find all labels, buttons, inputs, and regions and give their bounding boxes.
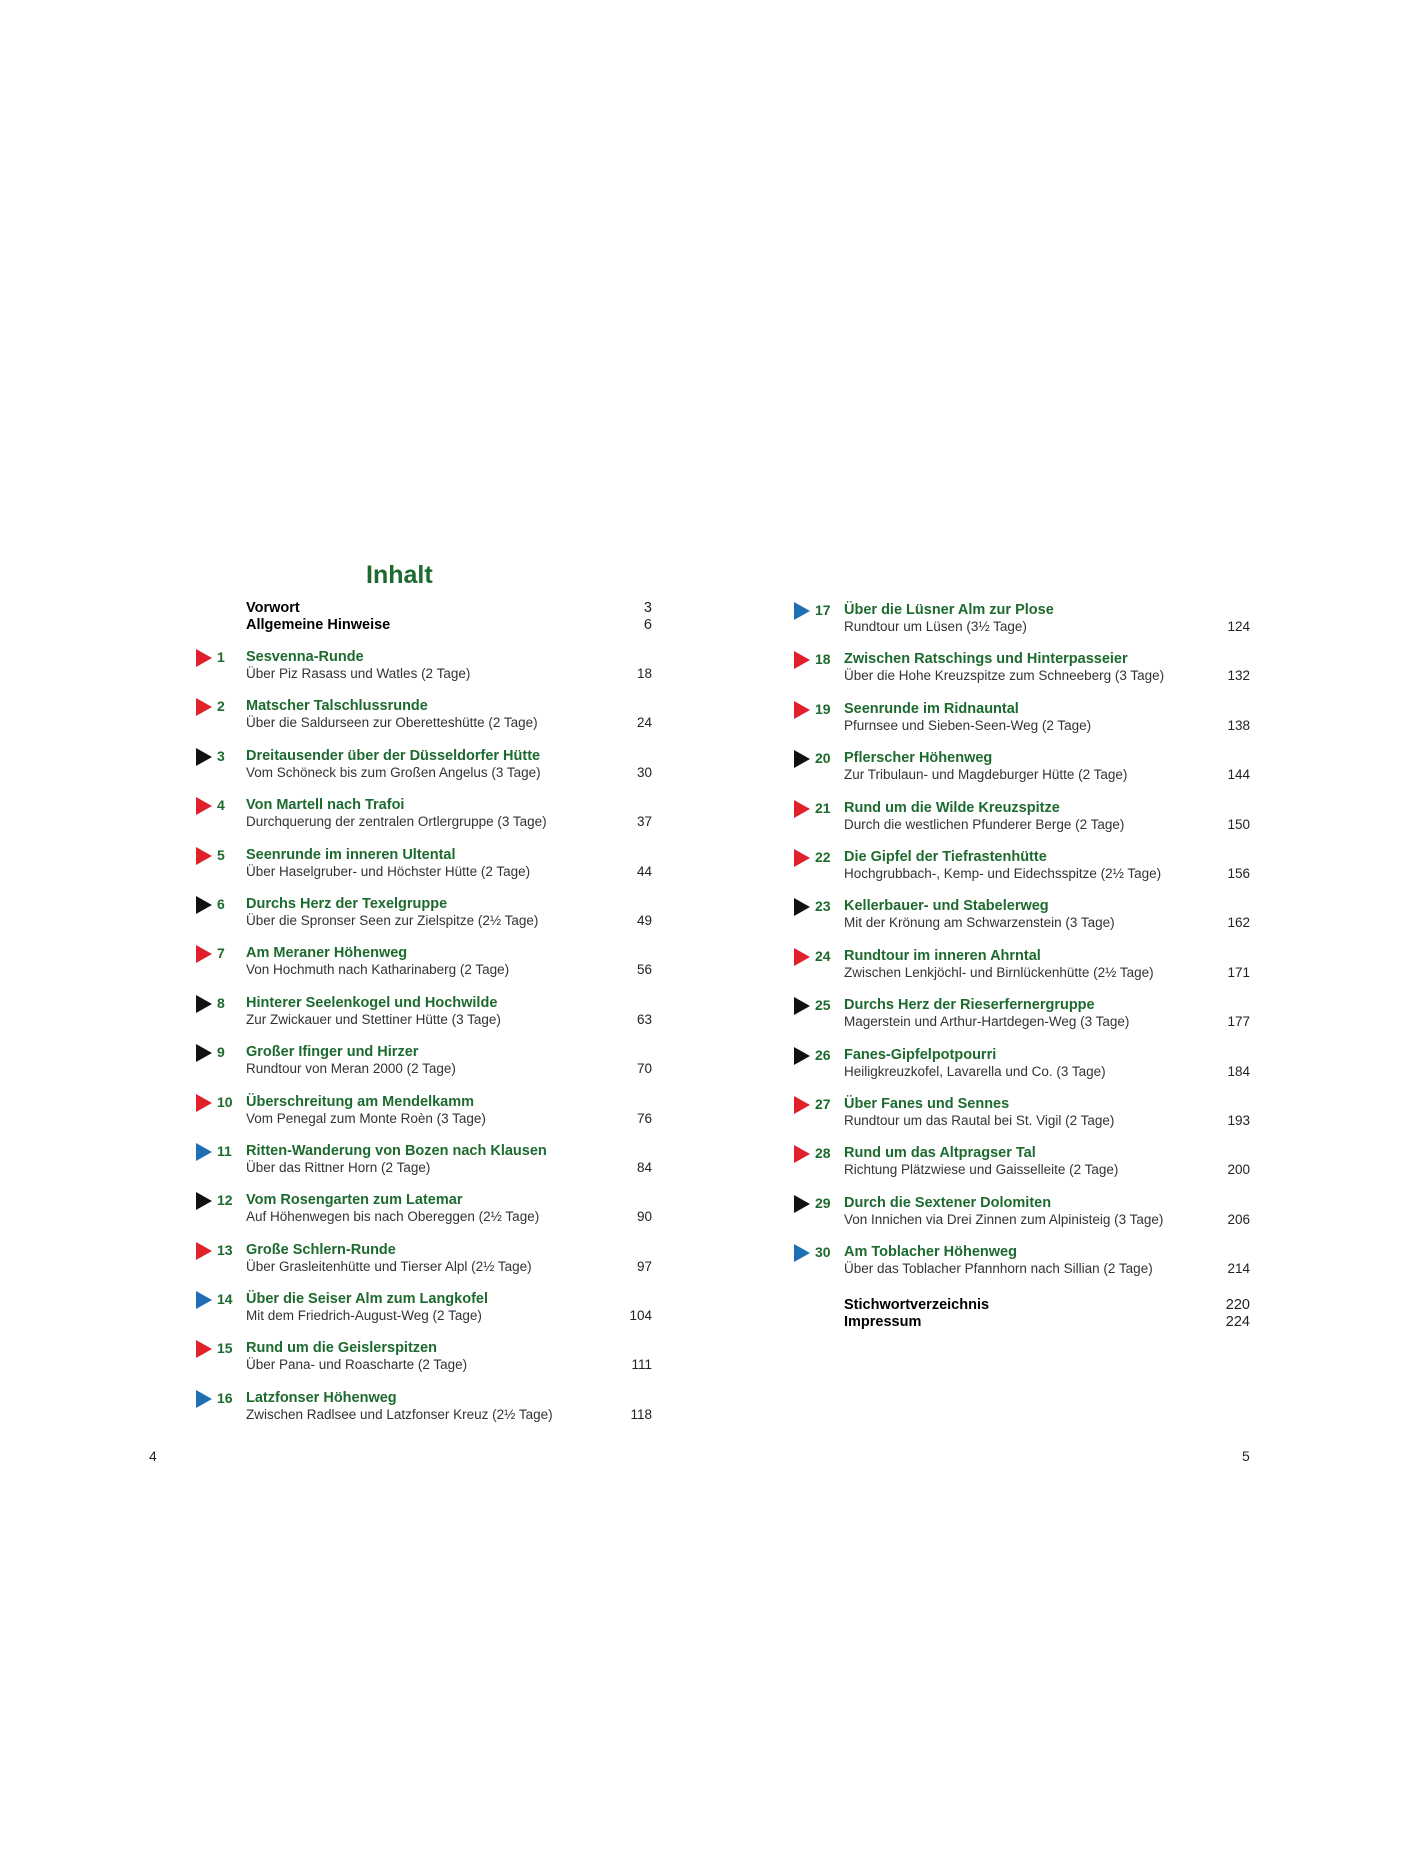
- tour-title: Vom Rosengarten zum Latemar: [246, 1192, 463, 1209]
- triangle-flag-icon: [794, 849, 810, 867]
- toc-front-page: 6: [643, 617, 652, 633]
- tour-title: Durchs Herz der Rieserfernergruppe: [844, 997, 1095, 1014]
- triangle-flag-icon: [794, 750, 810, 768]
- triangle-flag-icon: [794, 1145, 810, 1163]
- back-matter: [844, 1297, 1250, 1331]
- tour-subtitle: Über Pana- und Roascharte (2 Tage): [246, 1357, 468, 1373]
- page-number-left: 4: [149, 1448, 157, 1464]
- toc-entry[interactable]: [794, 1095, 1264, 1144]
- toc-entry[interactable]: [794, 1144, 1264, 1193]
- toc-entry[interactable]: [794, 650, 1264, 699]
- triangle-flag-icon: [794, 701, 810, 719]
- triangle-flag-icon: [794, 898, 810, 916]
- toc-entry[interactable]: [196, 1043, 666, 1092]
- tour-number: 27: [815, 1095, 831, 1112]
- tour-title: Fanes-Gipfelpotpourri: [844, 1046, 997, 1063]
- tour-subtitle: Rundtour von Meran 2000 (2 Tage): [246, 1061, 456, 1077]
- triangle-flag-icon: [196, 896, 212, 914]
- tour-title: Über die Lüsner Alm zur Plose: [844, 602, 1054, 618]
- tour-subtitle: Heiligkreuzkofel, Lavarella und Co. (3 Tage): [844, 1063, 1106, 1079]
- tour-number: 22: [815, 848, 831, 865]
- tour-number: 24: [815, 947, 831, 964]
- triangle-flag-icon: [794, 1096, 810, 1114]
- tour-subtitle: Über das Toblacher Pfannhorn nach Sillian (2 Tage): [844, 1261, 1153, 1277]
- toc-entry[interactable]: [196, 994, 666, 1043]
- tour-number: 9: [217, 1044, 225, 1061]
- tour-subtitle: Magerstein und Arthur-Hartdegen-Weg (3 Tage): [844, 1014, 1130, 1030]
- tour-title: Überschreitung am Mendelkamm: [246, 1093, 475, 1110]
- toc-entry[interactable]: [196, 895, 666, 944]
- tour-title: Am Toblacher Höhenweg: [844, 1244, 1017, 1261]
- tour-title: Rund um die Geislerspitzen: [246, 1340, 437, 1357]
- tour-subtitle: Mit der Krönung am Schwarzenstein (3 Tage): [844, 915, 1115, 931]
- tour-page: 63: [636, 1011, 652, 1027]
- tour-number: 11: [217, 1142, 232, 1159]
- tour-number: 17: [815, 602, 831, 618]
- tour-subtitle: Vom Schöneck bis zum Großen Angelus (3 Tage): [246, 764, 541, 780]
- tour-subtitle: Über die Saldurseen zur Oberetteshütte (2 Tage): [246, 715, 538, 731]
- tour-subtitle: Richtung Plätzwiese und Gaisselleite (2 Tage): [844, 1162, 1119, 1178]
- tour-subtitle: Vom Penegal zum Monte Roèn (3 Tage): [246, 1110, 486, 1126]
- toc-entry[interactable]: [794, 848, 1264, 897]
- tour-title: Von Martell nach Trafoi: [246, 797, 405, 814]
- toc-entry[interactable]: [196, 1142, 666, 1191]
- tour-number: 25: [815, 997, 831, 1014]
- triangle-flag-icon: [794, 602, 810, 620]
- tour-title: Zwischen Ratschings und Hinterpasseier: [844, 651, 1128, 668]
- tour-page: 70: [636, 1061, 652, 1077]
- triangle-flag-icon: [794, 1047, 810, 1065]
- tour-number: 13: [217, 1241, 233, 1258]
- tour-title: Hinterer Seelenkogel und Hochwilde: [246, 994, 498, 1011]
- tour-page: 162: [1227, 915, 1250, 931]
- tour-number: 29: [815, 1194, 831, 1211]
- tour-title: Am Meraner Höhenweg: [246, 945, 408, 962]
- tour-number: 16: [217, 1389, 233, 1406]
- tour-number: 19: [815, 700, 831, 717]
- toc-entry[interactable]: [196, 1290, 666, 1339]
- tour-number: 26: [815, 1046, 831, 1063]
- tour-page: 97: [636, 1258, 652, 1274]
- tour-number: 14: [217, 1291, 233, 1308]
- tour-page: 76: [636, 1110, 652, 1126]
- toc-column-right: [794, 601, 1264, 1292]
- tour-title: Durch die Sextener Dolomiten: [844, 1194, 1052, 1211]
- tour-number: 30: [815, 1244, 831, 1261]
- toc-back-row[interactable]: [844, 1314, 1250, 1331]
- tour-number: 2: [217, 698, 225, 715]
- toc-entry[interactable]: [196, 1093, 666, 1142]
- tour-title: Kellerbauer- und Stabelerweg: [844, 898, 1049, 915]
- tour-title: Großer Ifinger und Hirzer: [246, 1044, 419, 1061]
- triangle-flag-icon: [794, 651, 810, 669]
- tour-title: Seenrunde im Ridnauntal: [844, 700, 1019, 717]
- toc-entry[interactable]: [196, 796, 666, 845]
- triangle-flag-icon: [196, 797, 212, 815]
- triangle-flag-icon: [196, 1143, 212, 1161]
- tour-subtitle: Zur Zwickauer und Stettiner Hütte (3 Tage): [246, 1011, 501, 1027]
- tour-page: 24: [636, 715, 652, 731]
- tour-subtitle: Über die Hohe Kreuzspitze zum Schneeberg (3 Tage): [844, 668, 1165, 684]
- toc-entry[interactable]: [196, 1241, 666, 1290]
- tour-number: 23: [815, 898, 831, 915]
- tour-page: 18: [636, 666, 652, 681]
- tour-subtitle: Auf Höhenwegen bis nach Obereggen (2½ Tage): [246, 1209, 540, 1225]
- toc-front-row[interactable]: [246, 617, 652, 634]
- tour-page: 132: [1227, 668, 1250, 684]
- tour-page: 214: [1227, 1261, 1250, 1277]
- toc-entry[interactable]: [794, 996, 1264, 1045]
- tour-title: Pflerscher Höhenweg: [844, 750, 993, 767]
- triangle-flag-icon: [196, 1094, 212, 1112]
- toc-back-page: 224: [1225, 1313, 1250, 1330]
- tour-page: 200: [1227, 1162, 1250, 1178]
- tour-number: 5: [217, 846, 225, 863]
- triangle-flag-icon: [196, 748, 212, 766]
- tour-title: Latzfonser Höhenweg: [246, 1389, 397, 1406]
- triangle-flag-icon: [794, 1195, 810, 1213]
- tour-number: 7: [217, 945, 225, 962]
- tour-page: 156: [1227, 865, 1250, 881]
- tour-subtitle: Über Haselgruber- und Höchster Hütte (2 Tage): [246, 863, 531, 879]
- toc-entry[interactable]: [196, 747, 666, 796]
- tour-page: 44: [636, 863, 652, 879]
- toc-entry[interactable]: [794, 947, 1264, 996]
- triangle-flag-icon: [196, 1242, 212, 1260]
- tour-page: 184: [1227, 1063, 1250, 1079]
- tour-subtitle: Durchquerung der zentralen Ortlergruppe (3 Tage): [246, 814, 547, 830]
- tour-subtitle: Pfurnsee und Sieben-Seen-Weg (2 Tage): [844, 717, 1092, 733]
- toc-entry[interactable]: [794, 1243, 1264, 1292]
- tour-title: Über die Seiser Alm zum Langkofel: [246, 1291, 488, 1308]
- tour-title: Die Gipfel der Tiefrastenhütte: [844, 848, 1047, 865]
- tour-title: Dreitausender über der Düsseldorfer Hütte: [246, 747, 541, 764]
- tour-page: 84: [636, 1159, 652, 1175]
- tour-number: 15: [217, 1340, 233, 1357]
- tour-number: 3: [217, 747, 225, 764]
- tour-subtitle: Zur Tribulaun- und Magdeburger Hütte (2 Tage): [844, 767, 1128, 783]
- tour-title: Sesvenna-Runde: [246, 649, 364, 665]
- tour-number: 10: [217, 1093, 233, 1110]
- toc-column-left: [196, 648, 666, 1438]
- tour-number: 1: [217, 649, 225, 665]
- toc-entry[interactable]: [794, 601, 1264, 650]
- tour-page: 30: [636, 764, 652, 780]
- tour-title: Matscher Talschlussrunde: [246, 698, 428, 715]
- toc-entry[interactable]: [794, 1046, 1264, 1095]
- toc-entry[interactable]: [196, 697, 666, 746]
- toc-entry[interactable]: [196, 1339, 666, 1388]
- tour-page: 124: [1227, 619, 1250, 634]
- triangle-flag-icon: [196, 995, 212, 1013]
- toc-back-row[interactable]: [844, 1297, 1250, 1314]
- toc-entry[interactable]: [794, 749, 1264, 798]
- toc-entry[interactable]: [794, 1194, 1264, 1243]
- toc-entry[interactable]: [196, 846, 666, 895]
- triangle-flag-icon: [196, 945, 212, 963]
- tour-title: Rundtour im inneren Ahrntal: [844, 947, 1041, 964]
- tour-subtitle: Über Piz Rasass und Watles (2 Tage): [246, 666, 471, 681]
- tour-subtitle: Über Grasleitenhütte und Tierser Alpl (2½ Tage): [246, 1258, 532, 1274]
- tour-subtitle: Über die Spronser Seen zur Zielspitze (2½ Tage): [246, 912, 539, 928]
- tour-subtitle: Hochgrubbach-, Kemp- und Eidechsspitze (2½ Tage): [844, 865, 1162, 881]
- tour-subtitle: Über das Rittner Horn (2 Tage): [246, 1159, 431, 1175]
- page-title: Inhalt: [366, 561, 433, 589]
- tour-subtitle: Zwischen Lenkjöchl- und Birnlückenhütte (2½ Tage): [844, 964, 1154, 980]
- tour-number: 12: [217, 1192, 233, 1209]
- toc-entry[interactable]: [196, 1389, 666, 1438]
- triangle-flag-icon: [196, 1340, 212, 1358]
- tour-title: Durchs Herz der Texelgruppe: [246, 895, 448, 912]
- toc-entry[interactable]: [794, 897, 1264, 946]
- triangle-flag-icon: [196, 1390, 212, 1408]
- tour-number: 20: [815, 750, 831, 767]
- tour-subtitle: Von Innichen via Drei Zinnen zum Alpinisteig (3 Tage): [844, 1211, 1164, 1227]
- toc-front-row[interactable]: [246, 600, 652, 617]
- triangle-flag-icon: [196, 649, 212, 667]
- tour-page: 90: [636, 1209, 652, 1225]
- tour-subtitle: Durch die westlichen Pfunderer Berge (2 Tage): [844, 816, 1125, 832]
- triangle-flag-icon: [794, 1244, 810, 1262]
- tour-page: 206: [1227, 1211, 1250, 1227]
- triangle-flag-icon: [196, 847, 212, 865]
- toc-entry[interactable]: [196, 1191, 666, 1240]
- tour-number: 18: [815, 651, 831, 668]
- tour-title: Rund um das Altpragser Tal: [844, 1145, 1036, 1162]
- tour-page: 177: [1227, 1014, 1250, 1030]
- tour-page: 171: [1227, 964, 1250, 980]
- tour-page: 37: [636, 814, 652, 830]
- tour-title: Über Fanes und Sennes: [844, 1095, 1010, 1112]
- toc-back-label: Impressum: [844, 1313, 922, 1330]
- tour-page: 118: [630, 1406, 652, 1422]
- tour-number: 21: [815, 799, 831, 816]
- front-matter: [246, 600, 652, 634]
- triangle-flag-icon: [794, 800, 810, 818]
- tour-page: 150: [1227, 816, 1250, 832]
- page-number-right: 5: [1242, 1448, 1250, 1464]
- tour-subtitle: Rundtour um Lüsen (3½ Tage): [844, 619, 1027, 634]
- triangle-flag-icon: [196, 1044, 212, 1062]
- tour-title: Rund um die Wilde Kreuzspitze: [844, 799, 1060, 816]
- triangle-flag-icon: [794, 948, 810, 966]
- toc-entry[interactable]: [794, 799, 1264, 848]
- toc-front-label: Vorwort: [246, 600, 300, 616]
- toc-front-page: 3: [643, 600, 652, 616]
- tour-page: 104: [629, 1308, 652, 1324]
- triangle-flag-icon: [196, 698, 212, 716]
- toc-back-page: 220: [1225, 1296, 1250, 1313]
- triangle-flag-icon: [794, 997, 810, 1015]
- toc-entry[interactable]: [794, 700, 1264, 749]
- tour-number: 28: [815, 1145, 831, 1162]
- triangle-flag-icon: [196, 1192, 212, 1210]
- tour-title: Seenrunde im inneren Ultental: [246, 846, 456, 863]
- tour-page: 56: [636, 962, 652, 978]
- tour-page: 193: [1227, 1112, 1250, 1128]
- toc-front-label: Allgemeine Hinweise: [246, 617, 391, 633]
- tour-page: 138: [1227, 717, 1250, 733]
- tour-number: 8: [217, 994, 225, 1011]
- tour-page: 49: [636, 912, 652, 928]
- tour-number: 4: [217, 797, 225, 814]
- toc-entry[interactable]: [196, 648, 666, 697]
- tour-subtitle: Rundtour um das Rautal bei St. Vigil (2 Tage): [844, 1112, 1115, 1128]
- tour-page: 144: [1227, 767, 1250, 783]
- triangle-flag-icon: [196, 1291, 212, 1309]
- tour-title: Große Schlern-Runde: [246, 1241, 396, 1258]
- tour-title: Ritten-Wanderung von Bozen nach Klausen: [246, 1142, 547, 1159]
- toc-back-label: Stichwortverzeichnis: [844, 1296, 990, 1313]
- tour-subtitle: Zwischen Radlsee und Latzfonser Kreuz (2½ Tage): [246, 1406, 553, 1422]
- toc-entry[interactable]: [196, 944, 666, 993]
- tour-subtitle: Mit dem Friedrich-August-Weg (2 Tage): [246, 1308, 482, 1324]
- tour-page: 111: [631, 1357, 652, 1373]
- tour-subtitle: Von Hochmuth nach Katharinaberg (2 Tage): [246, 962, 510, 978]
- tour-number: 6: [217, 895, 225, 912]
